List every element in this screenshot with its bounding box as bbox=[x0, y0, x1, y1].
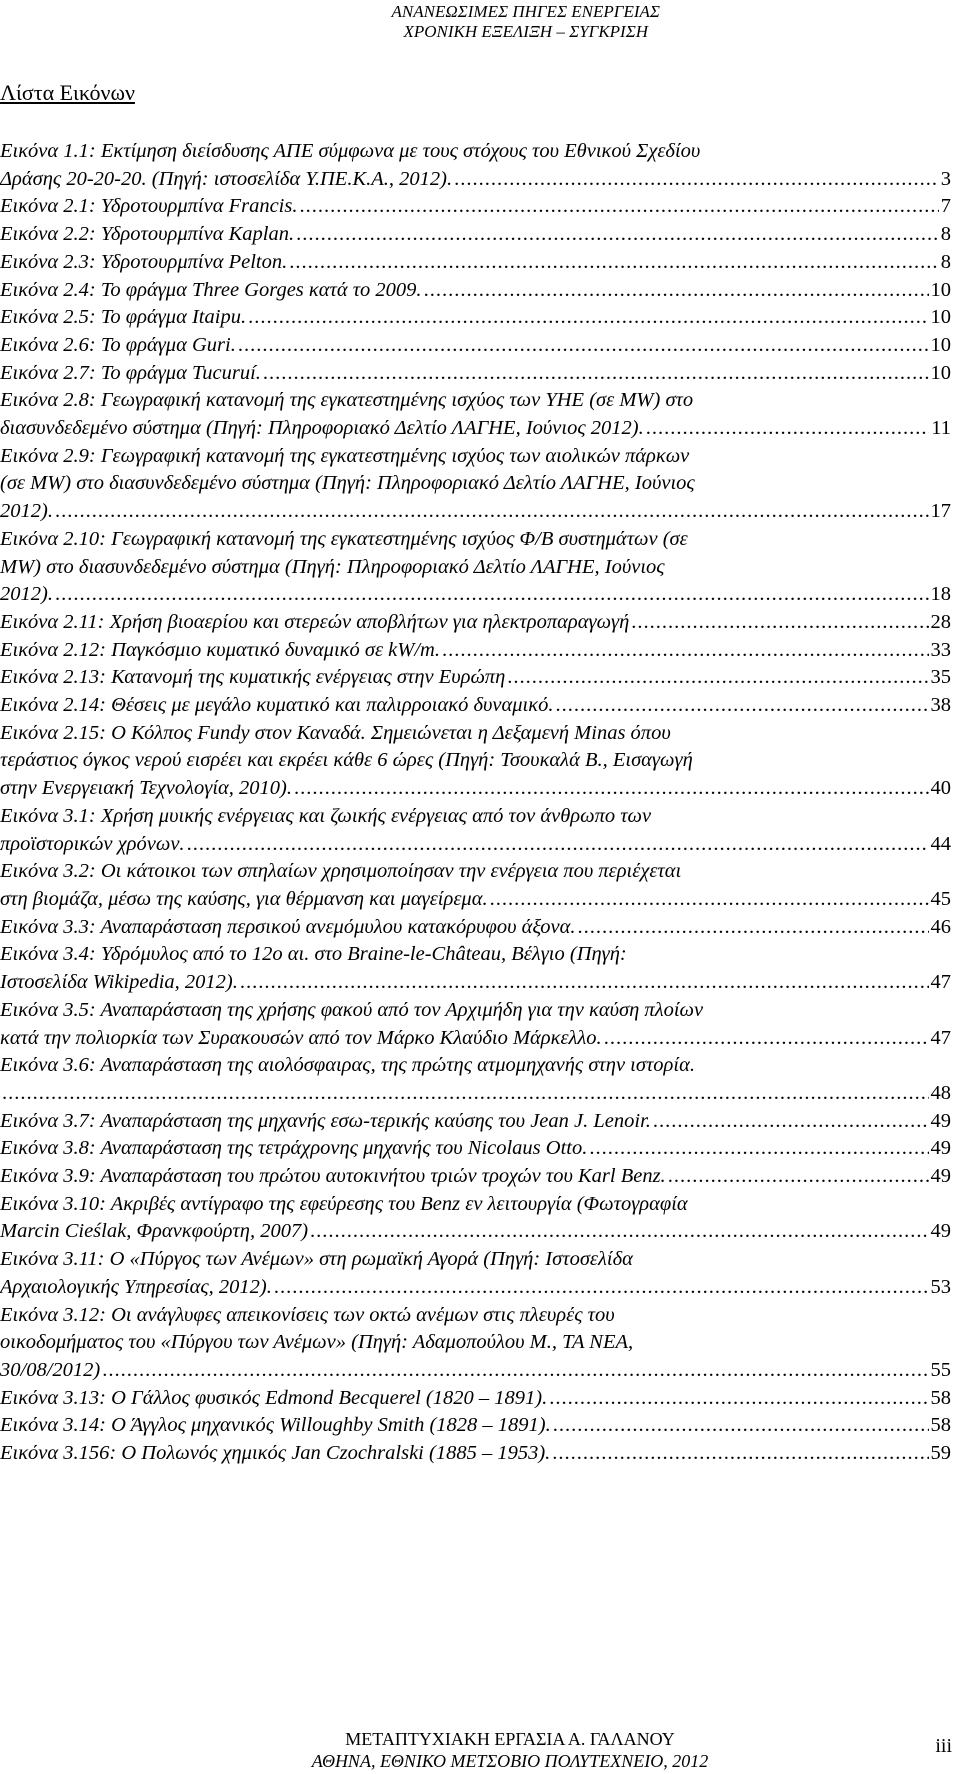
dot-leader bbox=[274, 1274, 929, 1302]
toc-entry-last-line bbox=[0, 1108, 951, 1136]
toc-entry-page: 28 bbox=[930, 610, 951, 633]
toc-entry-text: Εικόνα 2.1: Υδροτουρμπίνα Francis. bbox=[0, 195, 298, 218]
toc-entry-line: Εικόνα 3.12: Οι ανάγλυφες απεικονίσεις των οκτώ ανέμων στις πλευρές του bbox=[0, 1303, 615, 1326]
toc-entry[interactable] bbox=[0, 858, 951, 913]
toc-entry-text: Εικόνα 3.3: Αναπαράσταση περσικού ανεμόμυλου κατακόρυφου άξονα. bbox=[0, 915, 576, 938]
toc-entry-page: 10 bbox=[930, 361, 951, 384]
toc-entry-page: 45 bbox=[930, 887, 951, 910]
toc-entry-page: 10 bbox=[930, 306, 951, 329]
toc-entry-line: Εικόνα 1.1: Εκτίμηση διείσδυσης ΑΠΕ σύμφωνα με τους στόχους του Εθνικού Σχεδίου bbox=[0, 140, 701, 162]
dot-leader bbox=[55, 581, 929, 609]
toc-entry-text: Εικόνα 3.13: Ο Γάλλος φυσικός Edmond Becquerel (1820 – 1891). bbox=[0, 1386, 548, 1409]
toc-entry[interactable] bbox=[0, 1440, 951, 1468]
toc-entry-line: Εικόνα 2.8: Γεωγραφική κατανομή της εγκατεστημένης ισχύος των ΥΗΕ (σε MW) στο bbox=[0, 389, 694, 412]
dot-leader bbox=[631, 609, 928, 637]
toc-entry-text: Εικόνα 3.8: Αναπαράσταση της τετράχρονης μηχανής του Nicolaus Otto. bbox=[0, 1137, 588, 1160]
toc-entry-text: Εικόνα 3.156: Ο Πολωνός χημικός Jan Czochralski (1885 – 1953). bbox=[0, 1442, 551, 1465]
toc-entry[interactable] bbox=[0, 360, 951, 388]
toc-entry[interactable] bbox=[0, 1302, 951, 1385]
toc-entry[interactable] bbox=[0, 526, 951, 609]
toc-entry-text: Εικόνα 3.7: Αναπαράσταση της μηχανής εσω-τερικής καύσης του Jean J. Lenoir. bbox=[0, 1109, 651, 1132]
toc-entry[interactable] bbox=[0, 277, 951, 305]
toc-entry-page: 49 bbox=[930, 1220, 951, 1243]
dot-leader bbox=[653, 1108, 929, 1136]
toc-entry-text: στη βιομάζα, μέσω της καύσης, για θέρμανση και μαγείρεμα. bbox=[0, 887, 488, 910]
dot-leader bbox=[102, 1357, 928, 1385]
toc-entry-page: 8 bbox=[940, 223, 951, 246]
toc-entry[interactable] bbox=[0, 803, 951, 858]
toc-entry-text: Δράσης 20-20-20. (Πηγή: ιστοσελίδα Υ.ΠΕ.Κ.Α., 2012). bbox=[0, 167, 453, 190]
toc-entry-last-line bbox=[0, 304, 951, 332]
toc-entry-line: Εικόνα 3.2: Οι κάτοικοι των σπηλαίων χρησιμοποίησαν την ενέργεια που περιέχεται bbox=[0, 860, 682, 883]
toc-entry-last-line bbox=[0, 221, 951, 249]
toc-entry-page: 17 bbox=[930, 500, 951, 523]
toc-entry-text: Εικόνα 2.4: Το φράγμα Three Gorges κατά το 2009. bbox=[0, 278, 422, 301]
page-number: iii bbox=[935, 1735, 952, 1757]
toc-entry-page: 59 bbox=[930, 1442, 951, 1465]
toc-entry-page: 7 bbox=[940, 195, 951, 218]
toc-entry-last-line bbox=[0, 581, 951, 609]
footer-line-1: ΜΕΤΑΠΤΥΧΙΑΚΗ ΕΡΓΑΣΙΑ Α. ΓΑΛΑΝΟΥ bbox=[345, 1729, 675, 1749]
dot-leader bbox=[552, 1440, 928, 1468]
toc-entry-page: 35 bbox=[930, 666, 951, 689]
toc-entry-last-line bbox=[0, 1025, 951, 1053]
toc-entry[interactable] bbox=[0, 1385, 951, 1413]
dot-leader bbox=[187, 831, 929, 859]
toc-entry-page: 3 bbox=[940, 167, 951, 190]
toc-entry-page: 53 bbox=[930, 1275, 951, 1298]
toc-entry-last-line bbox=[0, 1440, 951, 1468]
toc-entry-line: (σε MW) στο διασυνδεδεμένο σύστημα (Πηγή: Πληροφοριακό Δελτίο ΛΑΓΗΕ, Ιούνιος bbox=[0, 472, 695, 495]
toc-entry-last-line bbox=[0, 775, 951, 803]
dot-leader bbox=[555, 692, 928, 720]
toc-entry-text: Εικόνα 2.12: Παγκόσμιο κυματικό δυναμικό σε kW/m. bbox=[0, 638, 440, 661]
toc-entry-line: Εικόνα 3.5: Αναπαράσταση της χρήσης φακού από τον Αρχιμήδη για την καύση πλοίων bbox=[0, 998, 704, 1021]
toc-entry-page: 46 bbox=[930, 915, 951, 938]
dot-leader bbox=[55, 498, 929, 526]
dot-leader bbox=[442, 637, 929, 665]
toc-entry-last-line bbox=[0, 277, 951, 305]
dot-leader bbox=[263, 360, 929, 388]
toc-entry-text: 2012). bbox=[0, 500, 53, 523]
toc-entry[interactable] bbox=[0, 637, 951, 665]
footer-line-2: ΑΘΗΝΑ, ΕΘΝΙΚΟ ΜΕΤΣΟΒΙΟ ΠΟΛΥΤΕΧΝΕΙΟ, 2012 bbox=[311, 1751, 709, 1771]
dot-leader bbox=[296, 221, 939, 249]
dot-leader bbox=[248, 304, 928, 332]
toc-entry[interactable] bbox=[0, 1135, 951, 1163]
toc-entry-line: Εικόνα 3.10: Ακριβές αντίγραφο της εφεύρεσης του Benz εν λειτουργία (Φωτογραφία bbox=[0, 1192, 688, 1215]
toc-entry-text: Εικόνα 3.9: Αναπαράσταση του πρώτου αυτοκινήτου τριών τροχών του Karl Benz. bbox=[0, 1165, 666, 1188]
toc-entry-page: 11 bbox=[931, 417, 951, 440]
toc-entry-page: 47 bbox=[930, 971, 951, 994]
toc-entry-last-line bbox=[0, 166, 951, 194]
dot-leader bbox=[424, 277, 929, 305]
toc-entry-last-line bbox=[0, 193, 951, 221]
toc-entry-last-line bbox=[0, 637, 951, 665]
dot-leader bbox=[299, 193, 938, 221]
toc-entry-text: 2012). bbox=[0, 583, 53, 606]
toc-entry-line: MW) στο διασυνδεδεμένο σύστημα (Πηγή: Πληροφοριακό Δελτίο ΛΑΓΗΕ, Ιούνιος bbox=[0, 555, 665, 578]
toc-entry[interactable] bbox=[0, 1412, 951, 1440]
toc-entry-line: Εικόνα 2.15: Ο Κόλπος Fundy στον Καναδά. Σημειώνεται η Δεξαμενή Minas όπου bbox=[0, 721, 671, 744]
toc-entry[interactable] bbox=[0, 138, 951, 193]
toc-entry-line: Εικόνα 2.9: Γεωγραφική κατανομή της εγκατεστημένης ισχύος των αιολικών πάρκων bbox=[0, 444, 690, 467]
running-header bbox=[392, 2, 660, 42]
toc-entry-text: Εικόνα 2.3: Υδροτουρμπίνα Pelton. bbox=[0, 250, 288, 273]
toc-entry-last-line bbox=[0, 692, 951, 720]
toc-entry-last-line bbox=[0, 249, 951, 277]
dot-leader bbox=[604, 1025, 929, 1053]
toc-entry-last-line bbox=[0, 969, 951, 997]
dot-leader bbox=[2, 1080, 929, 1108]
toc-entry-page: 10 bbox=[930, 278, 951, 301]
toc-entry[interactable] bbox=[0, 1246, 951, 1301]
toc-entry-last-line bbox=[0, 831, 951, 859]
toc-entry[interactable] bbox=[0, 941, 951, 996]
toc-entry-page: 48 bbox=[930, 1081, 951, 1104]
dot-leader bbox=[549, 1385, 928, 1413]
dot-leader bbox=[294, 775, 929, 803]
toc-entry[interactable] bbox=[0, 1163, 951, 1191]
toc-entry-text: κατά την πολιορκία των Συρακουσών από τον Μάρκο Κλαύδιο Μάρκελλο. bbox=[0, 1026, 602, 1049]
running-footer bbox=[240, 1728, 780, 1772]
toc-entry-page: 18 bbox=[930, 583, 951, 606]
toc-entry-last-line bbox=[0, 886, 951, 914]
toc-entry-text: 30/08/2012) bbox=[0, 1358, 101, 1381]
toc-entry-text: Εικόνα 2.13: Κατανομή της κυματικής ενέργειας στην Ευρώπη bbox=[0, 666, 506, 689]
toc-entry-last-line bbox=[0, 1274, 951, 1302]
toc-entry-page: 40 bbox=[930, 777, 951, 800]
toc-entry-last-line bbox=[0, 415, 951, 443]
toc-entry-last-line bbox=[0, 332, 951, 360]
toc-entry[interactable] bbox=[0, 997, 951, 1052]
toc-entry[interactable] bbox=[0, 332, 951, 360]
toc-entry-text: Εικόνα 2.11: Χρήση βιοαερίου και στερεών αποβλήτων για ηλεκτροπαραγωγή bbox=[0, 610, 630, 633]
toc-entry[interactable] bbox=[0, 914, 951, 942]
dot-leader bbox=[289, 249, 939, 277]
toc-entry-text: Εικόνα 2.14: Θέσεις με μεγάλο κυματικό και παλιρροιακό δυναμικό. bbox=[0, 694, 554, 717]
list-of-figures bbox=[0, 138, 951, 1468]
dot-leader bbox=[668, 1163, 929, 1191]
toc-entry-line: τεράστιος όγκος νερού εισρέει και εκρέει κάθε 6 ώρες (Πηγή: Τσουκαλά Β., Εισαγωγή bbox=[0, 749, 693, 772]
dot-leader bbox=[553, 1412, 929, 1440]
toc-entry-text: Εικόνα 3.14: Ο Άγγλος μηχανικός Willoughby Smith (1828 – 1891). bbox=[0, 1414, 551, 1437]
dot-leader bbox=[240, 969, 929, 997]
toc-entry-page: 8 bbox=[940, 250, 951, 273]
toc-entry-last-line bbox=[0, 498, 951, 526]
toc-entry-text: διασυνδεδεμένο σύστημα (Πηγή: Πληροφοριακό Δελτίο ΛΑΓΗΕ, Ιούνιος 2012). bbox=[0, 417, 644, 440]
dot-leader bbox=[310, 1218, 928, 1246]
toc-entry-page: 49 bbox=[930, 1109, 951, 1132]
toc-entry[interactable] bbox=[0, 387, 951, 442]
toc-entry[interactable] bbox=[0, 609, 951, 637]
toc-entry-page: 49 bbox=[930, 1137, 951, 1160]
toc-entry-text: Αρχαιολογικής Υπηρεσίας, 2012). bbox=[0, 1275, 272, 1298]
toc-entry-page: 47 bbox=[930, 1026, 951, 1049]
toc-entry[interactable] bbox=[0, 443, 951, 526]
toc-entry[interactable] bbox=[0, 720, 951, 803]
toc-entry-line: Εικόνα 3.1: Χρήση μυικής ενέργειας και ζωικής ενέργειας από τον άνθρωπο των bbox=[0, 804, 652, 827]
dot-leader bbox=[454, 166, 939, 194]
toc-entry-text: Εικόνα 2.6: Το φράγμα Guri. bbox=[0, 333, 236, 356]
toc-entry[interactable] bbox=[0, 193, 951, 221]
toc-entry-last-line bbox=[0, 609, 951, 637]
toc-entry-last-line bbox=[0, 1385, 951, 1413]
toc-entry-text: Εικόνα 2.7: Το φράγμα Tucuruí. bbox=[0, 361, 261, 384]
toc-entry-text: Εικόνα 2.2: Υδροτουρμπίνα Kaplan. bbox=[0, 223, 295, 246]
toc-entry-last-line bbox=[0, 1412, 951, 1440]
dot-leader bbox=[490, 886, 929, 914]
toc-entry[interactable] bbox=[0, 1108, 951, 1136]
toc-entry-last-line bbox=[0, 1357, 951, 1385]
page-title: Λίστα Εικόνων bbox=[0, 80, 135, 105]
toc-entry-page: 10 bbox=[930, 333, 951, 356]
toc-entry[interactable] bbox=[0, 664, 951, 692]
toc-entry[interactable] bbox=[0, 221, 951, 249]
dot-leader bbox=[507, 664, 928, 692]
toc-entry-page: 58 bbox=[930, 1386, 951, 1409]
toc-entry[interactable] bbox=[0, 1052, 951, 1107]
toc-entry-last-line bbox=[0, 1080, 951, 1108]
toc-entry[interactable] bbox=[0, 304, 951, 332]
toc-entry-page: 38 bbox=[930, 694, 951, 717]
toc-entry-text: Εικόνα 2.5: Το φράγμα Itaipu. bbox=[0, 306, 247, 329]
header-line-2: ΧΡΟΝΙΚΗ ΕΞΕΛΙΞΗ – ΣΥΓΚΡΙΣΗ bbox=[403, 22, 649, 41]
toc-entry-page: 55 bbox=[930, 1358, 951, 1381]
toc-entry-page: 44 bbox=[930, 832, 951, 855]
toc-entry[interactable] bbox=[0, 692, 951, 720]
toc-entry-last-line bbox=[0, 1163, 951, 1191]
toc-entry-text: Ιστοσελίδα Wikipedia, 2012). bbox=[0, 971, 238, 994]
toc-entry-last-line bbox=[0, 664, 951, 692]
toc-entry-page: 58 bbox=[930, 1414, 951, 1437]
toc-entry-last-line bbox=[0, 360, 951, 388]
toc-entry-line: οικοδομήματος του «Πύργου των Ανέμων» (Πηγή: Αδαμοπούλου Μ., ΤΑ ΝΕΑ, bbox=[0, 1331, 634, 1354]
toc-entry-text: προϊστορικών χρόνων. bbox=[0, 832, 185, 855]
toc-entry-last-line bbox=[0, 1135, 951, 1163]
toc-entry-last-line bbox=[0, 1218, 951, 1246]
header-line-1: ΑΝΑΝΕΩΣΙΜΕΣ ΠΗΓΕΣ ΕΝΕΡΓΕΙΑΣ bbox=[391, 2, 660, 21]
toc-entry-page: 49 bbox=[930, 1165, 951, 1188]
toc-entry[interactable] bbox=[0, 249, 951, 277]
toc-entry-page: 33 bbox=[930, 638, 951, 661]
toc-entry-last-line bbox=[0, 914, 951, 942]
dot-leader bbox=[589, 1135, 928, 1163]
toc-entry-text: στην Ενεργειακή Τεχνολογία, 2010). bbox=[0, 777, 292, 800]
toc-entry-line: Εικόνα 3.6: Αναπαράσταση της αιολόσφαιρας, της πρώτης ατμομηχανής στην ιστορία. bbox=[0, 1054, 695, 1077]
dot-leader bbox=[238, 332, 929, 360]
toc-entry-line: Εικόνα 3.4: Υδρόμυλος από το 12ο αι. στο Braine-le-Château, Βέλγιο (Πηγή: bbox=[0, 943, 627, 966]
toc-entry[interactable] bbox=[0, 1191, 951, 1246]
dot-leader bbox=[578, 914, 929, 942]
toc-entry-line: Εικόνα 2.10: Γεωγραφική κατανομή της εγκατεστημένης ισχύος Φ/Β συστημάτων (σε bbox=[0, 527, 688, 550]
toc-entry-text: Marcin Cieślak, Φρανκφούρτη, 2007) bbox=[0, 1220, 309, 1243]
toc-entry-line: Εικόνα 3.11: Ο «Πύργος των Ανέμων» στη ρωμαϊκή Αγορά (Πηγή: Ιστοσελίδα bbox=[0, 1248, 633, 1271]
dot-leader bbox=[646, 415, 930, 443]
